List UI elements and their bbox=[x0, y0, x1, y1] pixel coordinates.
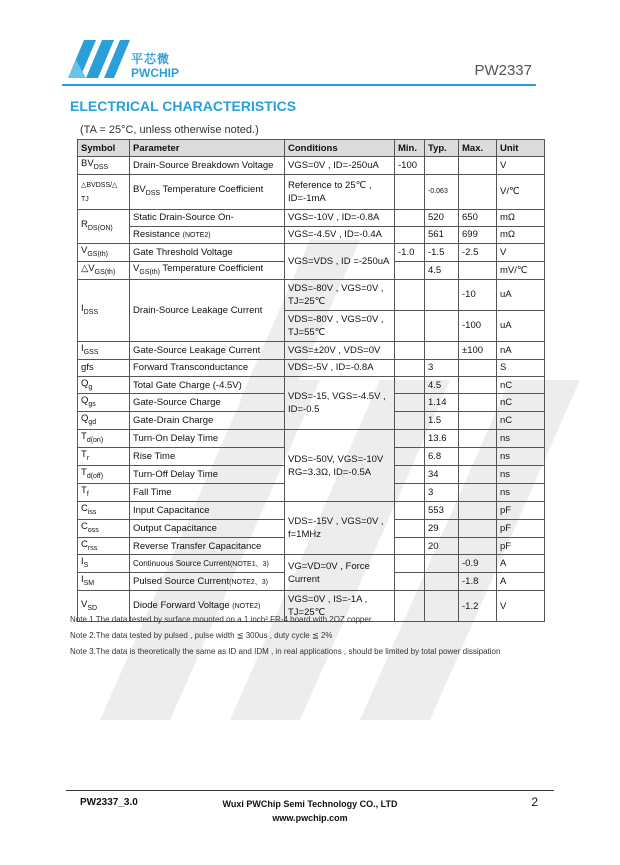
typ-cell: 13.6 bbox=[425, 430, 459, 448]
unit-cell: mΩ bbox=[497, 209, 545, 226]
parameter-cell: Drain-Source Breakdown Voltage bbox=[130, 157, 285, 175]
company-name: Wuxi PWChip Semi Technology CO., LTD bbox=[222, 799, 398, 809]
parameter-cell: Forward Transconductance bbox=[130, 359, 285, 376]
min-cell bbox=[395, 359, 425, 376]
symbol-cell: $Q_{gd}$ bbox=[78, 412, 130, 430]
header-min: Min. bbox=[395, 140, 425, 157]
parameter-cell: Diode Forward Voltage (NOTE2) bbox=[130, 591, 285, 622]
page-number: 2 bbox=[531, 795, 538, 809]
max-cell: -0.9 bbox=[459, 555, 497, 573]
symbol-cell: $Q_{gs}$ bbox=[78, 394, 130, 412]
parameter-cell: Gate Threshold Voltage bbox=[130, 243, 285, 261]
max-cell: 699 bbox=[459, 226, 497, 243]
symbol-cell: gfs bbox=[78, 359, 130, 376]
typ-cell bbox=[425, 279, 459, 310]
unit-cell: ns bbox=[497, 466, 545, 484]
min-cell bbox=[395, 209, 425, 226]
min-cell bbox=[395, 174, 425, 209]
condition-cell: VGS=±20V , VDS=0V bbox=[285, 341, 395, 359]
unit-cell: mΩ bbox=[497, 226, 545, 243]
unit-cell: nC bbox=[497, 394, 545, 412]
unit-cell: S bbox=[497, 359, 545, 376]
min-cell bbox=[395, 573, 425, 591]
typ-cell: 520 bbox=[425, 209, 459, 226]
min-cell: -100 bbox=[395, 157, 425, 175]
parameter-cell: Total Gate Charge (-4.5V) bbox=[130, 376, 285, 394]
note-3: Note 3.The data is theoretically the same as ID and IDM , in real applications , should be limited by total power dissipation bbox=[70, 647, 501, 656]
header-typ: Typ. bbox=[425, 140, 459, 157]
table-row bbox=[78, 174, 545, 209]
unit-cell: ns bbox=[497, 430, 545, 448]
parameter-cell: $V_{GS(th)}$ Temperature Coefficient bbox=[130, 261, 285, 279]
max-cell bbox=[459, 537, 497, 555]
parameter-cell: Resistance (NOTE2) bbox=[130, 226, 285, 243]
header-parameter: Parameter bbox=[130, 140, 285, 157]
unit-cell: ns bbox=[497, 448, 545, 466]
test-condition-note: (TA = 25°C, unless otherwise noted.) bbox=[80, 124, 259, 136]
section-title: ELECTRICAL CHARACTERISTICS bbox=[70, 98, 297, 114]
parameter-cell: Input Capacitance bbox=[130, 501, 285, 519]
typ-cell: -1.5 bbox=[425, 243, 459, 261]
header-max: Max. bbox=[459, 140, 497, 157]
unit-cell: nA bbox=[497, 341, 545, 359]
min-cell bbox=[395, 310, 425, 341]
max-cell: -1.8 bbox=[459, 573, 497, 591]
part-number: PW2337 bbox=[474, 62, 532, 79]
parameter-cell: Turn-On Delay Time bbox=[130, 430, 285, 448]
min-cell bbox=[395, 519, 425, 537]
typ-cell: 3 bbox=[425, 483, 459, 501]
condition-cell: VDS=-5V , ID=-0.8A bbox=[285, 359, 395, 376]
unit-cell: A bbox=[497, 555, 545, 573]
max-cell bbox=[459, 359, 497, 376]
max-cell bbox=[459, 376, 497, 394]
unit-cell: pF bbox=[497, 537, 545, 555]
header-conditions: Conditions bbox=[285, 140, 395, 157]
unit-cell: ns bbox=[497, 483, 545, 501]
parameter-cell: Gate-Source Charge bbox=[130, 394, 285, 412]
typ-cell: 34 bbox=[425, 466, 459, 484]
min-cell bbox=[395, 341, 425, 359]
symbol-cell: $C_{oss}$ bbox=[78, 519, 130, 537]
min-cell bbox=[395, 448, 425, 466]
condition-cell: Reference to 25℃ , ID=-1mA bbox=[285, 174, 395, 209]
min-cell bbox=[395, 466, 425, 484]
condition-cell: VG=VD=0V , Force Current bbox=[285, 555, 395, 591]
note-2: Note 2.The data tested by pulsed , pulse width ≦ 300us , duty cycle ≦ 2% bbox=[70, 631, 333, 640]
parameter-cell: Fall Time bbox=[130, 483, 285, 501]
parameter-cell: Rise Time bbox=[130, 448, 285, 466]
typ-cell bbox=[425, 310, 459, 341]
parameter-cell: Pulsed Source Current(NOTE2、3) bbox=[130, 573, 285, 591]
condition-cell: VGS=0V , IS=-1A , TJ=25℃ bbox=[285, 591, 395, 622]
typ-cell bbox=[425, 573, 459, 591]
parameter-cell: Turn-Off Delay Time bbox=[130, 466, 285, 484]
typ-cell: 1.14 bbox=[425, 394, 459, 412]
table-row bbox=[78, 243, 545, 261]
unit-cell: uA bbox=[497, 310, 545, 341]
max-cell bbox=[459, 448, 497, 466]
min-cell bbox=[395, 412, 425, 430]
symbol-cell: $C_{rss}$ bbox=[78, 537, 130, 555]
table-row bbox=[78, 157, 545, 175]
table-row bbox=[78, 376, 545, 394]
min-cell bbox=[395, 226, 425, 243]
unit-cell: mV/℃ bbox=[497, 261, 545, 279]
min-cell bbox=[395, 394, 425, 412]
min-cell: -1.0 bbox=[395, 243, 425, 261]
condition-cell: VGS=-4.5V , ID=-0.4A bbox=[285, 226, 395, 243]
condition-cell: VDS=-15, VGS=-4.5V , ID=-0.5 bbox=[285, 376, 395, 430]
max-cell: -2.5 bbox=[459, 243, 497, 261]
unit-cell: nC bbox=[497, 376, 545, 394]
company-website[interactable]: www.pwchip.com bbox=[272, 813, 348, 823]
max-cell: -100 bbox=[459, 310, 497, 341]
header-symbol: Symbol bbox=[78, 140, 130, 157]
table-row bbox=[78, 430, 545, 448]
table-row bbox=[78, 555, 545, 573]
condition-cell: VGS=-10V , ID=-0.8A bbox=[285, 209, 395, 226]
parameter-cell: Gate-Drain Charge bbox=[130, 412, 285, 430]
table-header-row bbox=[78, 140, 545, 157]
max-cell bbox=[459, 157, 497, 175]
unit-cell: nC bbox=[497, 412, 545, 430]
symbol-cell: $V_{GS(th)}$ bbox=[78, 243, 130, 261]
logo-chinese-name: 平芯微 bbox=[131, 52, 171, 66]
max-cell bbox=[459, 174, 497, 209]
unit-cell: V bbox=[497, 591, 545, 622]
symbol-cell: $R_{DS(ON)}$ bbox=[78, 209, 130, 243]
unit-cell: pF bbox=[497, 519, 545, 537]
table-row bbox=[78, 341, 545, 359]
condition-cell: VGS=0V , ID=-250uA bbox=[285, 157, 395, 175]
footer-divider bbox=[66, 790, 554, 791]
min-cell bbox=[395, 376, 425, 394]
typ-cell: 20 bbox=[425, 537, 459, 555]
unit-cell: V bbox=[497, 157, 545, 175]
symbol-cell: $BV_{DSS}$ bbox=[78, 157, 130, 175]
unit-cell: uA bbox=[497, 279, 545, 310]
max-cell bbox=[459, 483, 497, 501]
max-cell bbox=[459, 261, 497, 279]
typ-cell: 6.8 bbox=[425, 448, 459, 466]
condition-cell: VDS=-15V , VGS=0V , f=1MHz bbox=[285, 501, 395, 555]
max-cell: ±100 bbox=[459, 341, 497, 359]
typ-cell: 29 bbox=[425, 519, 459, 537]
typ-cell: 1.5 bbox=[425, 412, 459, 430]
unit-cell: V/℃ bbox=[497, 174, 545, 209]
parameter-cell: Drain-Source Leakage Current bbox=[130, 279, 285, 341]
min-cell bbox=[395, 501, 425, 519]
parameter-cell: Continuous Source Current(NOTE1、3) bbox=[130, 555, 285, 573]
symbol-cell: $I_{SM}$ bbox=[78, 573, 130, 591]
symbol-cell: $T_{d(on)}$ bbox=[78, 430, 130, 448]
symbol-cell: $I_S$ bbox=[78, 555, 130, 573]
condition-cell: VDS=-80V , VGS=0V , TJ=25℃ bbox=[285, 279, 395, 310]
symbol-cell: $\triangle V_{GS(th)}$ bbox=[78, 261, 130, 279]
symbol-cell: $C_{iss}$ bbox=[78, 501, 130, 519]
table-row bbox=[78, 279, 545, 310]
parameter-cell: Gate-Source Leakage Current bbox=[130, 341, 285, 359]
unit-cell: pF bbox=[497, 501, 545, 519]
table-row bbox=[78, 501, 545, 519]
doc-version: PW2337_3.0 bbox=[80, 797, 138, 808]
min-cell bbox=[395, 430, 425, 448]
typ-cell bbox=[425, 157, 459, 175]
header-divider bbox=[62, 84, 536, 86]
unit-cell: V bbox=[497, 243, 545, 261]
symbol-cell: △BVDSS/△ TJ bbox=[78, 174, 130, 209]
min-cell bbox=[395, 279, 425, 310]
symbol-cell: $I_{GSS}$ bbox=[78, 341, 130, 359]
symbol-cell: $T_f$ bbox=[78, 483, 130, 501]
company-info bbox=[210, 797, 410, 825]
typ-cell: -0.063 bbox=[425, 174, 459, 209]
max-cell bbox=[459, 394, 497, 412]
max-cell bbox=[459, 412, 497, 430]
symbol-cell: $T_r$ bbox=[78, 448, 130, 466]
symbol-cell: $Q_g$ bbox=[78, 376, 130, 394]
min-cell bbox=[395, 261, 425, 279]
min-cell bbox=[395, 483, 425, 501]
unit-cell: A bbox=[497, 573, 545, 591]
note-1: Note 1.The data tested by surface mounted on a 1 inch² FR-4 board with 2OZ copper. bbox=[70, 615, 374, 624]
table-row bbox=[78, 359, 545, 376]
max-cell bbox=[459, 501, 497, 519]
parameter-cell: Output Capacitance bbox=[130, 519, 285, 537]
symbol-cell: $V_{SD}$ bbox=[78, 591, 130, 622]
max-cell bbox=[459, 519, 497, 537]
symbol-cell: $I_{DSS}$ bbox=[78, 279, 130, 341]
max-cell bbox=[459, 430, 497, 448]
min-cell bbox=[395, 555, 425, 573]
max-cell: -1.2 bbox=[459, 591, 497, 622]
max-cell: -10 bbox=[459, 279, 497, 310]
parameter-cell: Reverse Transfer Capacitance bbox=[130, 537, 285, 555]
header-unit: Unit bbox=[497, 140, 545, 157]
typ-cell: 4.5 bbox=[425, 261, 459, 279]
logo-english-name: PWCHIP bbox=[131, 66, 179, 80]
parameter-cell: $BV_{DSS}$ Temperature Coefficient bbox=[130, 174, 285, 209]
typ-cell: 561 bbox=[425, 226, 459, 243]
typ-cell bbox=[425, 555, 459, 573]
typ-cell: 3 bbox=[425, 359, 459, 376]
condition-cell: VDS=-80V , VGS=0V , TJ=55℃ bbox=[285, 310, 395, 341]
table-row bbox=[78, 209, 545, 226]
electrical-characteristics-table bbox=[77, 139, 545, 622]
condition-cell: VDS=-50V, VGS=-10V RG=3.3Ω, ID=-0.5A bbox=[285, 430, 395, 502]
min-cell bbox=[395, 537, 425, 555]
table-row bbox=[78, 226, 545, 243]
max-cell bbox=[459, 466, 497, 484]
max-cell: 650 bbox=[459, 209, 497, 226]
typ-cell: 4.5 bbox=[425, 376, 459, 394]
notes-section bbox=[70, 615, 500, 663]
symbol-cell: $T_{d(off)}$ bbox=[78, 466, 130, 484]
typ-cell: 553 bbox=[425, 501, 459, 519]
parameter-cell: Static Drain-Source On- bbox=[130, 209, 285, 226]
typ-cell bbox=[425, 341, 459, 359]
condition-cell: VGS=VDS , ID =-250uA bbox=[285, 243, 395, 279]
